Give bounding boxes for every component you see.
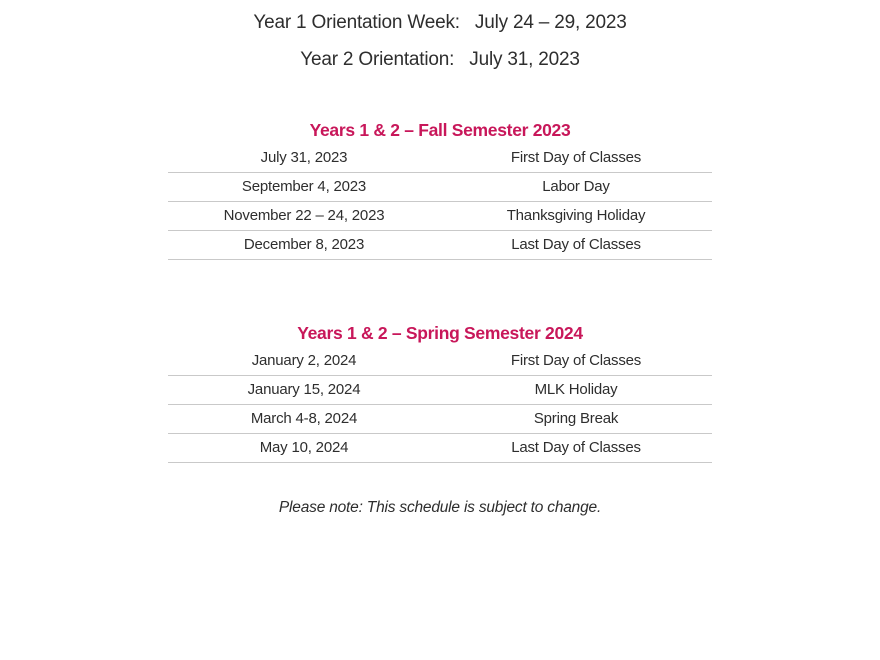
spring-semester-table — [168, 320, 712, 463]
row-event: Spring Break — [533, 410, 619, 427]
year1-orientation-label: Year 1 Orientation Week: — [253, 12, 460, 33]
row-date: November 22 – 24, 2023 — [223, 207, 385, 224]
row-event: MLK Holiday — [534, 381, 618, 398]
year2-orientation-label: Year 2 Orientation: — [300, 49, 455, 70]
row-date: January 2, 2024 — [251, 352, 357, 369]
year2-orientation-date: July 31, 2023 — [469, 49, 580, 70]
table-row — [168, 434, 712, 463]
row-date: January 15, 2024 — [247, 381, 361, 398]
row-event: First Day of Classes — [510, 352, 642, 369]
row-event: Last Day of Classes — [511, 236, 641, 253]
row-event: Thanksgiving Holiday — [506, 207, 646, 224]
table-row — [168, 173, 712, 202]
spring-semester-title: Years 1 & 2 – Spring Semester 2024 — [297, 323, 583, 343]
fall-semester-table — [168, 117, 712, 260]
row-date: July 31, 2023 — [260, 149, 348, 166]
table-row — [168, 347, 712, 376]
year1-orientation-date: July 24 – 29, 2023 — [474, 12, 627, 33]
table-row — [168, 376, 712, 405]
row-date: December 8, 2023 — [243, 236, 365, 253]
row-date: May 10, 2024 — [259, 439, 349, 456]
row-date: March 4-8, 2024 — [250, 410, 358, 427]
row-event: Labor Day — [542, 178, 610, 195]
row-event: Last Day of Classes — [511, 439, 641, 456]
year1-orientation — [0, 12, 880, 34]
schedule-disclaimer: Please note: This schedule is subject to change. — [278, 499, 602, 516]
row-date: September 4, 2023 — [241, 178, 367, 195]
table-row — [168, 144, 712, 173]
table-row — [168, 231, 712, 260]
fall-semester-title: Years 1 & 2 – Fall Semester 2023 — [309, 120, 571, 140]
row-event: First Day of Classes — [510, 149, 642, 166]
table-row — [168, 405, 712, 434]
table-row — [168, 202, 712, 231]
year2-orientation — [0, 49, 880, 71]
